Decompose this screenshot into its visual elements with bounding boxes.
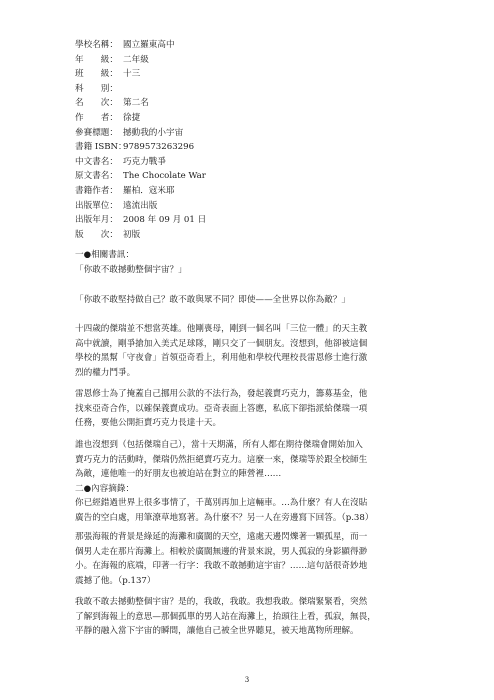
text-line: 雷恩修士為了掩蓋自己挪用公款的不法行為，發起義賣巧克力，籌募基金，他 [75, 389, 368, 399]
text-line: 廣告的空白處，用筆潦草地寫著。為什麼不？另一人在旁邊寫下回答。（p.38） [75, 512, 374, 523]
metadata-value: 遠流出版 [123, 200, 158, 211]
summary-paragraph-2 [75, 387, 425, 431]
text-line: 了解到海報上的意思—那個孤單的男人站在海灘上，抬頭往上看，孤寂，無畏， [75, 611, 376, 622]
metadata-label: 學校名稱： [75, 40, 118, 50]
metadata-row [75, 228, 435, 243]
metadata-value: 初版 [123, 229, 141, 240]
metadata-row [75, 213, 435, 228]
metadata-row [75, 126, 435, 141]
metadata-label: 科 別： [75, 83, 118, 94]
metadata-value: The Chocolate War [123, 171, 206, 182]
metadata-row [75, 169, 435, 184]
metadata-label: 出版年月： [75, 215, 118, 226]
metadata-value: 徐捷 [123, 112, 141, 123]
summary-paragraph-3-and-excerpt [75, 438, 425, 525]
metadata-label: 中文書名： [75, 156, 118, 167]
metadata-row [75, 38, 435, 53]
text-line: 小。在海報的底端，印著一行字：我敢不敢撼動這宇宙？……這句話很奇妙地 [75, 561, 368, 571]
metadata-label: 年 級： [75, 54, 118, 65]
text-line: 十四歲的傑瑞並不想當英雄。他剛喪母，剛到一個名叫「三位一體」的天主教 [75, 324, 368, 334]
text-line: 賣巧克力的活動時，傑瑞仍然拒絕賣巧克力。這麼一來，傑瑞等於跟全校師生 [75, 454, 368, 465]
metadata-block [75, 38, 435, 242]
excerpt-paragraph-2 [75, 530, 425, 588]
text-line: 「你敢不敢堅持做自己？敢不敢與眾不同？即使——全世界以你為敵？」 [75, 295, 351, 305]
text-line: 二●內容摘錄： [75, 483, 135, 494]
text-line: 一●相關書訊： [75, 250, 135, 260]
text-line: 你已經錯過世界上很多事情了，千萬別再加上這輛車。…為什麼？有人在沒貼 [75, 498, 368, 508]
metadata-label: 班 級： [75, 69, 118, 80]
text-line: 震撼了他。（p.137） [75, 575, 156, 586]
text-line: 誰也沒想到（包括傑瑞自己），當十天期滿，所有人都在期待傑瑞會開始加入 [75, 440, 363, 450]
text-line: 高中就讀，剛爭搶加入美式足球隊，剛只交了一個朋友。沒想到，他卻被這個 [75, 338, 368, 349]
metadata-value: 第二名 [123, 98, 149, 109]
page-number: 3 [244, 676, 250, 684]
metadata-label: 書籍作者： [75, 185, 118, 196]
tagline-paragraph [75, 293, 425, 308]
metadata-label: 原文書名： [75, 171, 118, 182]
metadata-label: 出版單位： [75, 200, 118, 211]
metadata-value: 2008 年 09 月 01 日 [123, 215, 207, 226]
text-line: 為敵，連他唯一的好朋友也被迫站在對立的陣營裡…… [75, 469, 282, 479]
metadata-value: 撼動我的小宇宙 [123, 127, 184, 138]
summary-paragraph-1 [75, 322, 425, 380]
text-line: 我敢不敢去撼動整個宇宙？是的，我敢，我敢。我想我敢。傑瑞緊緊看，突然 [75, 597, 368, 607]
metadata-value: 國立羅東高中 [123, 40, 175, 50]
metadata-label: 參賽標題： [75, 127, 118, 138]
text-line: 那張海報的背景是綠延的海灘和廣闊的天空，遠處天邊閃爍著一顆孤星，而一 [75, 532, 368, 542]
text-line: 學校的黑幫「守夜會」首領亞奇看上，利用他和學校代理校長雷恩修士進行激 [75, 353, 368, 363]
text-line: 找來亞奇合作，以確保義賣成功。亞奇表面上答應，私底下卻指派給傑瑞一項 [75, 403, 368, 414]
metadata-label: 版 次： [75, 229, 118, 240]
metadata-label: 書籍 ISBN： [75, 142, 127, 153]
metadata-value: 十三 [123, 69, 141, 80]
metadata-row [75, 111, 435, 126]
text-line: 烈的權力鬥爭。 [75, 367, 136, 378]
metadata-row [75, 96, 435, 111]
metadata-value: 9789573263296 [123, 142, 195, 153]
metadata-row [75, 67, 435, 82]
metadata-row [75, 155, 435, 170]
metadata-row [75, 53, 435, 68]
metadata-row [75, 199, 435, 214]
metadata-row [75, 140, 435, 155]
metadata-row [75, 184, 435, 199]
related-info-section [75, 248, 425, 277]
metadata-label: 名 次： [75, 98, 118, 109]
text-line: 「你敢不敢撼動整個宇宙？」 [75, 264, 187, 275]
excerpt-paragraph-3 [75, 595, 425, 639]
metadata-value: 二年級 [123, 54, 149, 65]
text-line: 個男人走在那片海灘上。相較於廣闊無邊的背景來說，男人孤寂的身影顯得渺 [75, 546, 368, 557]
metadata-label: 作 者： [75, 112, 118, 123]
metadata-row [75, 82, 435, 97]
text-line: 平靜的融入當下宇宙的瞬間，讓他自己被全世界聽見，被天地萬物所理解。 [75, 626, 359, 636]
text-line: 任務，要他公開拒賣巧克力長達十天。 [75, 418, 222, 428]
metadata-value: 巧克力戰爭 [123, 156, 166, 167]
metadata-value: 羅柏．寇米耶 [123, 185, 175, 196]
